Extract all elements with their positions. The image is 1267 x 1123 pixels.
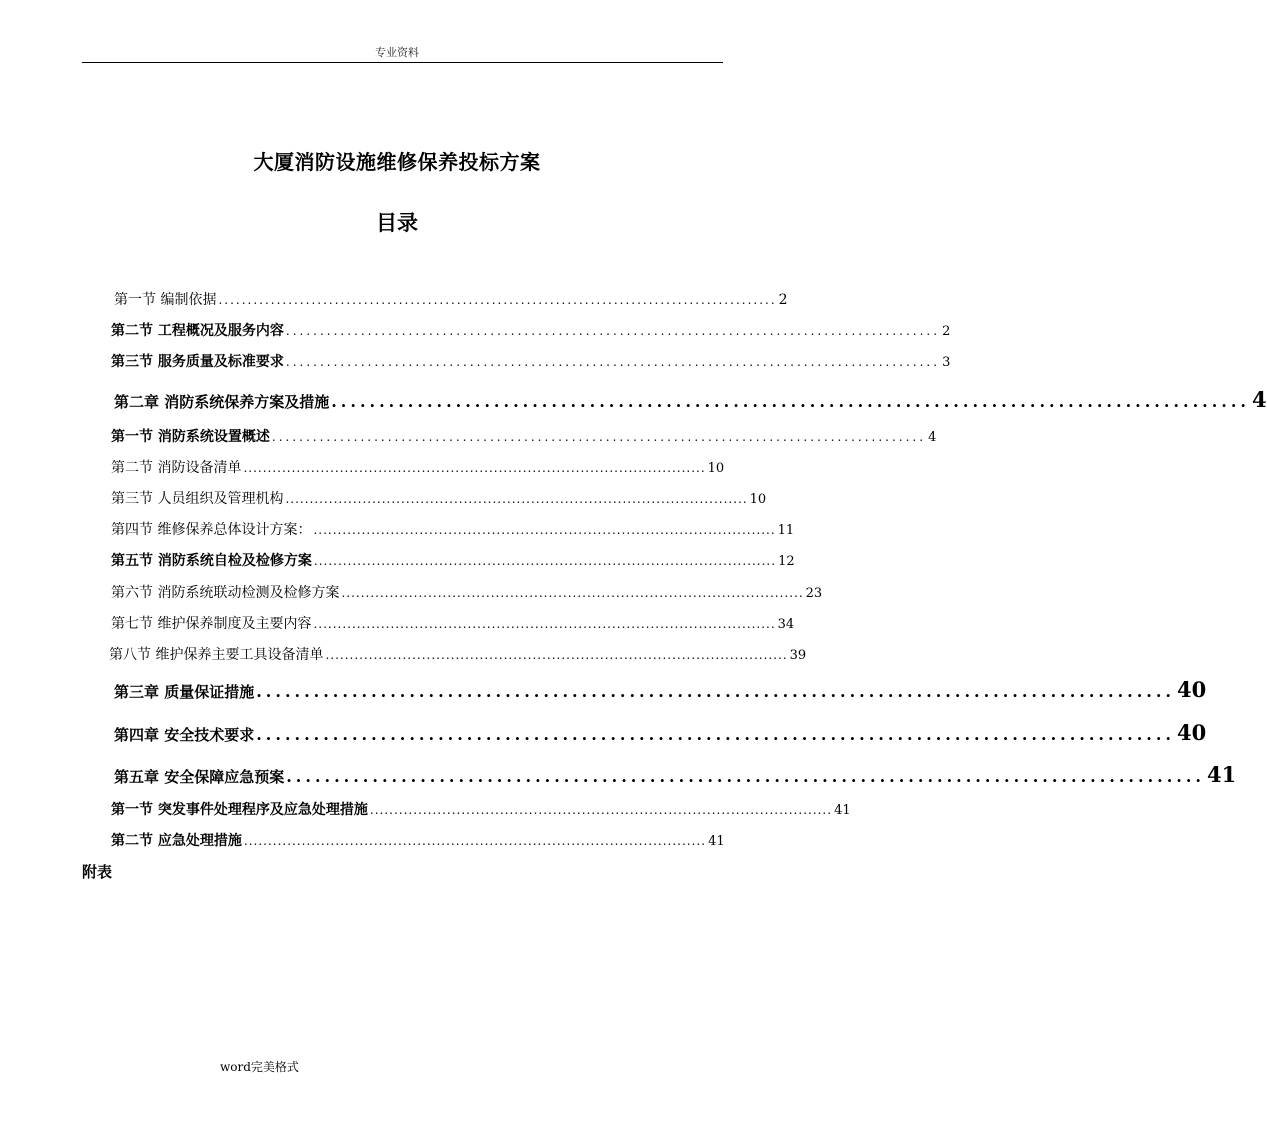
toc-entry[interactable] — [109, 644, 807, 664]
toc-dot-leader: ................................................................................................ — [313, 523, 776, 537]
toc-dot-leader: ................................................................................................ — [285, 355, 941, 369]
document-title: 大厦消防设施维修保养投标方案 — [253, 150, 541, 174]
toc-entry-page: 23 — [805, 586, 823, 601]
toc-entry-page: 39 — [789, 648, 807, 663]
toc-dot-leader: ................................................................................................ — [256, 682, 1175, 701]
toc-entry[interactable] — [111, 799, 851, 819]
toc-entry[interactable] — [111, 426, 937, 446]
toc-dot-leader: ................................................................................................ — [325, 648, 788, 662]
toc-entry-label: 第五节 消防系统自检及检修方案 — [111, 553, 312, 569]
page-footer: word完美格式 — [220, 1060, 299, 1074]
toc-dot-leader: ................................................................................................ — [243, 834, 707, 848]
toc-entry-label: 第八节 维护保养主要工具设备清单 — [109, 647, 324, 663]
toc-chapter-entry[interactable] — [114, 762, 1237, 787]
toc-dot-leader: ................................................................................................ — [341, 586, 804, 600]
toc-entry[interactable] — [111, 519, 795, 539]
toc-entry-page: 40 — [1176, 677, 1207, 702]
toc-entry-label: 第一节 消防系统设置概述 — [111, 429, 270, 445]
toc-entry-label: 第六节 消防系统联动检测及检修方案 — [111, 585, 340, 601]
toc-entry[interactable] — [111, 320, 951, 340]
toc-entry-label: 第四节 维修保养总体设计方案： — [111, 522, 312, 538]
toc-entry-page: 34 — [777, 617, 795, 632]
toc-entry-label: 第二节 工程概况及服务内容 — [111, 323, 284, 339]
toc-entry-page: 41 — [1206, 762, 1237, 787]
toc-dot-leader: ................................................................................................ — [243, 461, 706, 475]
toc-entry-page: 41 — [834, 803, 851, 818]
toc-dot-leader: ................................................................................................ — [331, 392, 1250, 411]
toc-entry[interactable] — [111, 613, 795, 633]
toc-entry-page: 12 — [778, 554, 795, 569]
toc-entry-page: 41 — [708, 834, 725, 849]
toc-entry[interactable] — [114, 289, 788, 309]
toc-entry[interactable] — [111, 351, 951, 371]
toc-dot-leader: ................................................................................................ — [313, 554, 777, 568]
toc-dot-leader: ................................................................................................ — [285, 492, 748, 506]
toc-entry-page: 2 — [778, 292, 788, 308]
toc-entry-page: 10 — [707, 461, 725, 476]
toc-heading: 目录 — [376, 210, 418, 235]
toc-entry-page: 40 — [1176, 720, 1207, 745]
toc-entry[interactable] — [111, 457, 725, 477]
toc-entry-label: 第一节 突发事件处理程序及应急处理措施 — [111, 802, 368, 818]
toc-chapter-entry[interactable] — [114, 387, 1267, 412]
toc-chapter-entry[interactable] — [114, 720, 1207, 745]
toc-entry-page: 4 — [928, 430, 937, 445]
toc-entry-label: 第三节 服务质量及标准要求 — [111, 354, 284, 370]
toc-chapter-entry[interactable] — [114, 677, 1207, 702]
toc-dot-leader: ................................................................................................ — [313, 617, 776, 631]
toc-entry-page: 11 — [777, 523, 795, 538]
toc-entry[interactable] — [111, 582, 823, 602]
toc-entry-label: 第七节 维护保养制度及主要内容 — [111, 616, 312, 632]
toc-dot-leader: ................................................................................................ — [271, 430, 927, 444]
toc-dot-leader: ................................................................................................ — [218, 293, 777, 307]
toc-entry-page: 2 — [942, 324, 951, 339]
page-header: 专业资料 — [375, 46, 419, 59]
toc-entry-label: 第二节 应急处理措施 — [111, 833, 242, 849]
toc-entry-label: 第三章 质量保证措施 — [114, 683, 255, 701]
toc-entry-page: 3 — [942, 355, 951, 370]
toc-entry-label: 第三节 人员组织及管理机构 — [111, 491, 284, 507]
appendix-label: 附表 — [82, 863, 113, 881]
toc-entry-page: 10 — [749, 492, 767, 507]
toc-entry-label: 第二节 消防设备清单 — [111, 460, 242, 476]
toc-entry[interactable] — [111, 550, 795, 570]
toc-dot-leader: ................................................................................................ — [369, 803, 833, 817]
toc-entry[interactable] — [111, 488, 767, 508]
toc-entry-label: 第一节 编制依据 — [114, 292, 217, 308]
toc-dot-leader: ................................................................................................ — [256, 725, 1175, 744]
toc-entry-label: 第二章 消防系统保养方案及措施 — [114, 393, 330, 411]
toc-dot-leader: ................................................................................................ — [285, 324, 941, 338]
toc-entry-label: 第四章 安全技术要求 — [114, 726, 255, 744]
header-divider — [82, 62, 723, 63]
toc-dot-leader: ................................................................................................ — [286, 767, 1205, 786]
toc-entry[interactable] — [111, 830, 725, 850]
toc-entry-label: 第五章 安全保障应急预案 — [114, 768, 285, 786]
toc-entry-page: 4 — [1251, 387, 1267, 412]
